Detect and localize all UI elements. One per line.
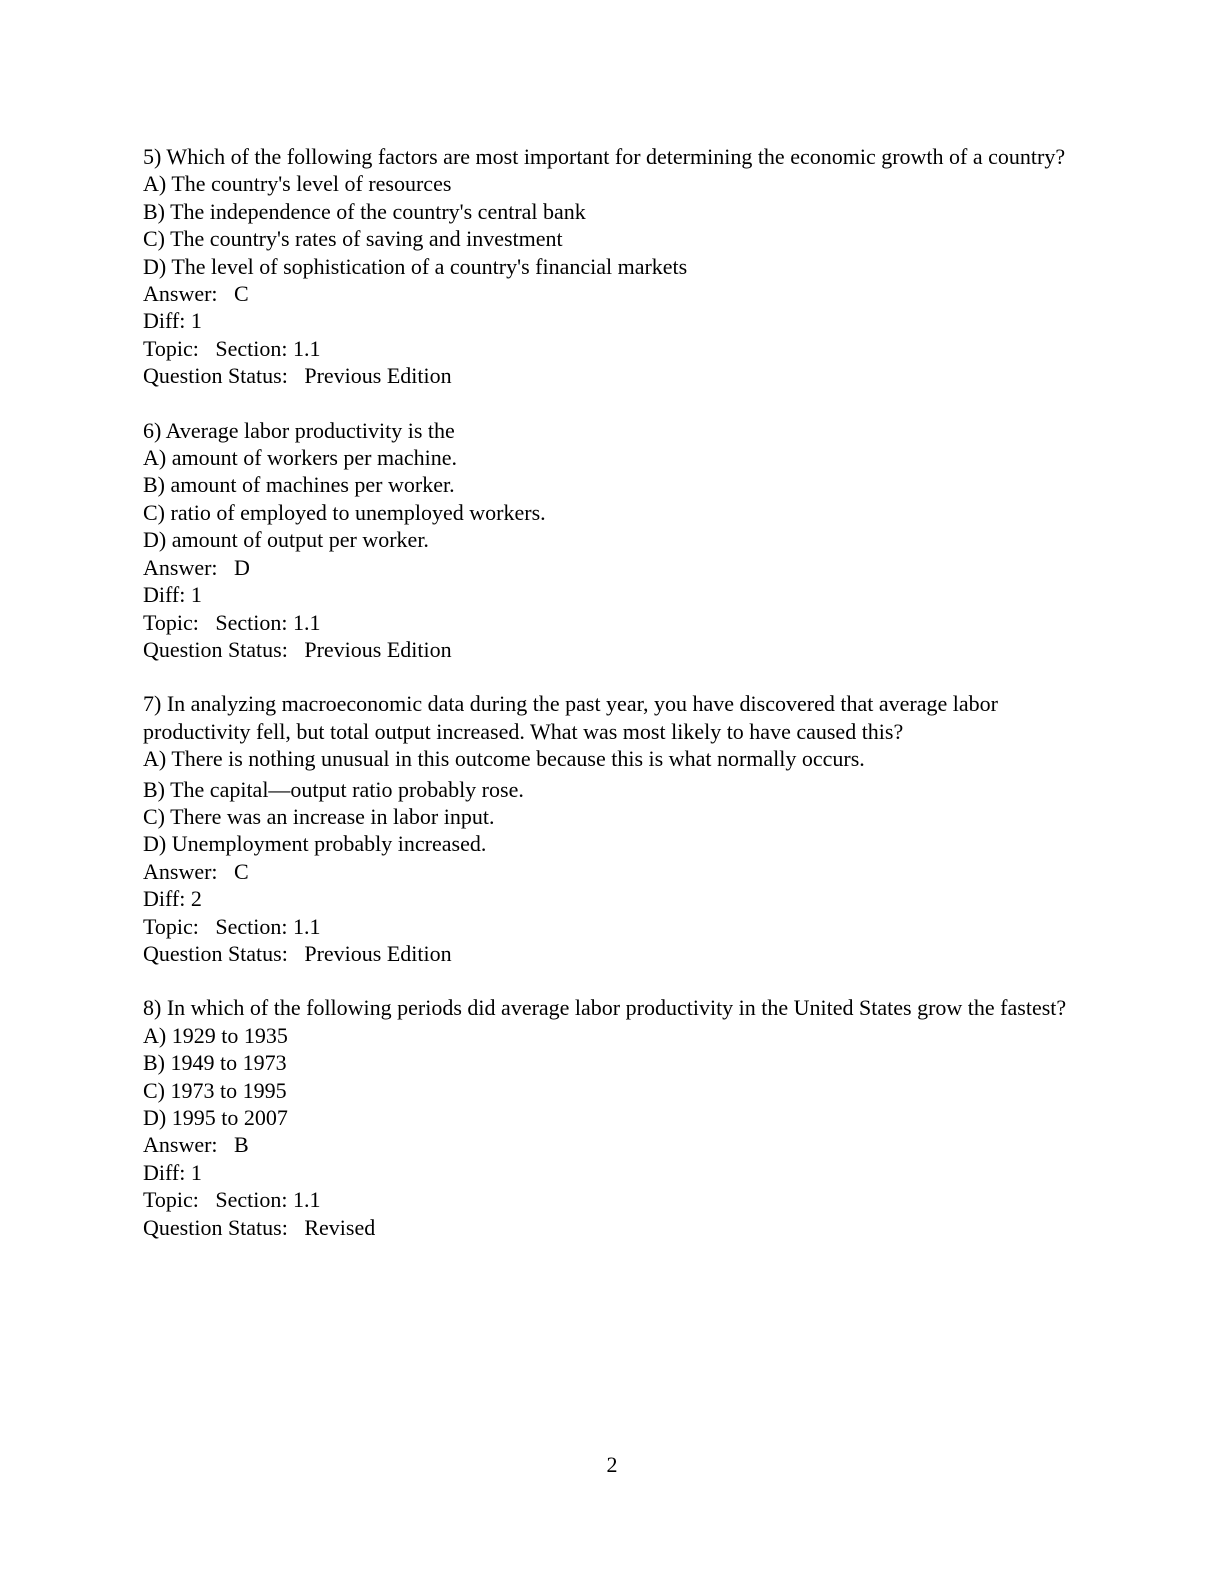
option-c: C) 1973 to 1995 [143,1077,287,1103]
option-b: B) The independence of the country's central bank [143,198,586,224]
status-line: Question Status: Previous Edition [143,940,452,966]
question-6 [143,417,1083,664]
option-c: C) The country's rates of saving and investment [143,226,563,252]
option-a: A) 1929 to 1935 [143,1022,288,1048]
topic-line: Topic: Section: 1.1 [143,335,321,361]
status-line: Question Status: Previous Edition [143,636,452,662]
option-b: B) The capital—output ratio probably rose. [143,776,524,802]
option-a: A) There is nothing unusual in this outcome because this is what normally occurs. [143,746,865,772]
topic-line: Topic: Section: 1.1 [143,609,321,635]
option-a: A) amount of workers per machine. [143,445,458,471]
topic-line: Topic: Section: 1.1 [143,1187,321,1213]
option-b: B) amount of machines per worker. [143,472,455,498]
option-c: C) ratio of employed to unemployed workers. [143,499,546,525]
difficulty-line: Diff: 1 [143,1159,202,1185]
question-stem: 8) In which of the following periods did average labor productivity in the United States grow the fastest? [143,995,1067,1021]
answer-line: Answer: C [143,281,249,307]
difficulty-line: Diff: 1 [143,308,202,334]
difficulty-line: Diff: 1 [143,582,202,608]
question-stem: 6) Average labor productivity is the [143,417,455,443]
answer-line: Answer: C [143,858,249,884]
option-d: D) Unemployment probably increased. [143,831,487,857]
option-d: D) amount of output per worker. [143,527,429,553]
option-b: B) 1949 to 1973 [143,1050,287,1076]
question-7 [143,690,1083,967]
answer-line: Answer: D [143,554,250,580]
topic-line: Topic: Section: 1.1 [143,913,321,939]
option-c: C) There was an increase in labor input. [143,803,495,829]
question-stem: 5) Which of the following factors are most important for determining the economic growth of a country? [143,144,1066,169]
answer-line: Answer: B [143,1132,249,1158]
question-stem: 7) In analyzing macroeconomic data during the past year, you have discovered that average labor productivity fell, but total output increased. What was most likely to have caused this? [143,691,998,744]
status-line: Question Status: Revised [143,1214,376,1240]
option-a: A) The country's level of resources [143,171,452,197]
question-5 [143,143,1083,390]
page-number: 2 [606,1452,618,1477]
difficulty-line: Diff: 2 [143,886,202,912]
question-8 [143,994,1083,1241]
option-d: D) The level of sophistication of a country's financial markets [143,253,688,279]
question-list [143,143,1083,1241]
status-line: Question Status: Previous Edition [143,363,452,389]
option-d: D) 1995 to 2007 [143,1105,288,1130]
